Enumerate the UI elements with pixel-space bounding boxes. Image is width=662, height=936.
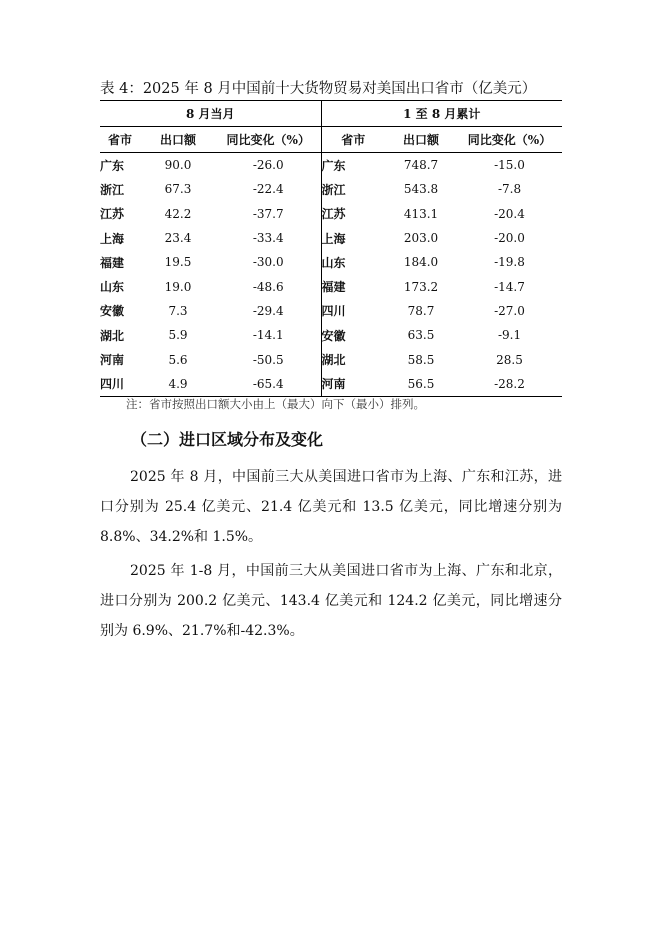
province-cell: 安徽 — [100, 304, 125, 319]
group-cumulative: 1 至 8 月累计 — [321, 101, 562, 127]
change-cell: -9.1 — [497, 328, 522, 343]
change-cell: -14.1 — [216, 323, 321, 347]
province-cell: 广东 — [100, 158, 125, 173]
table-row — [100, 372, 562, 397]
table-caption: 表 4：2025 年 8 月中国前十大货物贸易对美国出口省市（亿美元） — [100, 81, 537, 97]
change-cell: -50.5 — [216, 347, 321, 371]
change-cell: -15.0 — [494, 158, 525, 173]
paragraph: 2025 年 1-8 月，中国前三大从美国进口省市为上海、广东和北京，进口分别为 200.2 亿美元、143.4 亿美元和 124.2 亿美元，同比增速分别为 6.9%、21.7%和-42.3%。 — [100, 563, 562, 639]
province-cell: 河南 — [100, 353, 125, 368]
export-value-cell: 78.7 — [407, 303, 435, 318]
col-export: 出口额 — [140, 127, 216, 153]
province-cell: 浙江 — [321, 182, 346, 197]
export-value-cell: 413.1 — [403, 206, 439, 221]
export-value-cell: 19.5 — [164, 255, 192, 270]
export-value-cell: 5.9 — [168, 328, 188, 343]
export-value-cell: 19.0 — [164, 279, 192, 294]
change-cell: -27.0 — [494, 303, 525, 318]
table-note: 注：省市按照出口额大小由上（最大）向下（最小）排列。 — [126, 397, 425, 411]
export-value-cell: 7.3 — [168, 303, 188, 318]
province-cell: 河南 — [321, 372, 385, 397]
province-cell: 山东 — [100, 280, 125, 295]
export-value-cell: 5.6 — [168, 352, 188, 367]
export-value-cell: 58.5 — [407, 352, 435, 367]
change-cell: -7.8 — [497, 182, 522, 197]
province-cell: 上海 — [321, 231, 346, 246]
export-table — [100, 100, 562, 397]
export-value-cell: 63.5 — [407, 328, 435, 343]
change-cell: -22.4 — [216, 177, 321, 201]
export-value-cell: 184.0 — [403, 255, 439, 270]
table-row — [100, 153, 562, 178]
export-value-cell: 90.0 — [164, 158, 192, 173]
export-value-cell: 42.2 — [164, 206, 192, 221]
province-cell: 江苏 — [321, 207, 346, 222]
table-row — [100, 274, 562, 298]
col-province: 省市 — [100, 127, 140, 153]
change-cell: -20.4 — [494, 206, 525, 221]
change-cell: -48.6 — [216, 274, 321, 298]
province-cell: 上海 — [100, 231, 125, 246]
export-value-cell: 173.2 — [403, 279, 439, 294]
change-cell: -19.8 — [494, 255, 525, 270]
change-cell: -65.4 — [216, 372, 321, 397]
export-value-cell: 67.3 — [164, 182, 192, 197]
table-row — [100, 202, 562, 226]
province-cell: 四川 — [100, 372, 140, 397]
change-cell: -37.7 — [216, 202, 321, 226]
export-value-cell: 203.0 — [403, 231, 439, 246]
col-change: 同比变化（%） — [457, 127, 562, 153]
province-cell: 福建 — [100, 255, 125, 270]
change-cell: -14.7 — [494, 279, 525, 294]
paragraph: 2025 年 8 月，中国前三大从美国进口省市为上海、广东和江苏，进口分别为 25.4 亿美元、21.4 亿美元和 13.5 亿美元，同比增速分别为 8.8%、34.2%和 1.5%。 — [100, 469, 562, 545]
col-export: 出口额 — [385, 127, 457, 153]
change-cell: -29.4 — [216, 299, 321, 323]
change-cell: -33.4 — [216, 226, 321, 250]
group-month: 8 月当月 — [100, 101, 321, 127]
province-cell: 江苏 — [100, 207, 125, 222]
export-value-cell: 23.4 — [164, 231, 192, 246]
col-change: 同比变化（%） — [216, 127, 321, 153]
export-value-cell: 56.5 — [385, 372, 457, 397]
table-row — [100, 299, 562, 323]
province-cell: 湖北 — [321, 353, 346, 368]
table-row — [100, 226, 562, 250]
table-column-header — [100, 127, 562, 153]
change-cell: -30.0 — [216, 250, 321, 274]
province-cell: 福建 — [321, 280, 346, 295]
table-row — [100, 323, 562, 347]
province-cell: 山东 — [321, 255, 346, 270]
export-value-cell: 748.7 — [403, 158, 439, 173]
change-cell: -20.0 — [494, 231, 525, 246]
table-group-header — [100, 101, 562, 127]
change-cell: -28.2 — [457, 372, 562, 397]
export-value-cell: 4.9 — [140, 372, 216, 397]
province-cell: 浙江 — [100, 182, 125, 197]
table-row — [100, 250, 562, 274]
change-cell: -26.0 — [216, 153, 321, 178]
province-cell: 广东 — [321, 158, 346, 173]
change-cell: 28.5 — [496, 352, 523, 367]
table-row — [100, 177, 562, 201]
province-cell: 安徽 — [321, 328, 346, 343]
export-value-cell: 543.8 — [403, 182, 439, 197]
section-title: （二）进口区域分布及变化 — [131, 430, 324, 449]
province-cell: 湖北 — [100, 328, 125, 343]
province-cell: 四川 — [321, 304, 346, 319]
table-row — [100, 347, 562, 371]
col-province: 省市 — [321, 127, 385, 153]
